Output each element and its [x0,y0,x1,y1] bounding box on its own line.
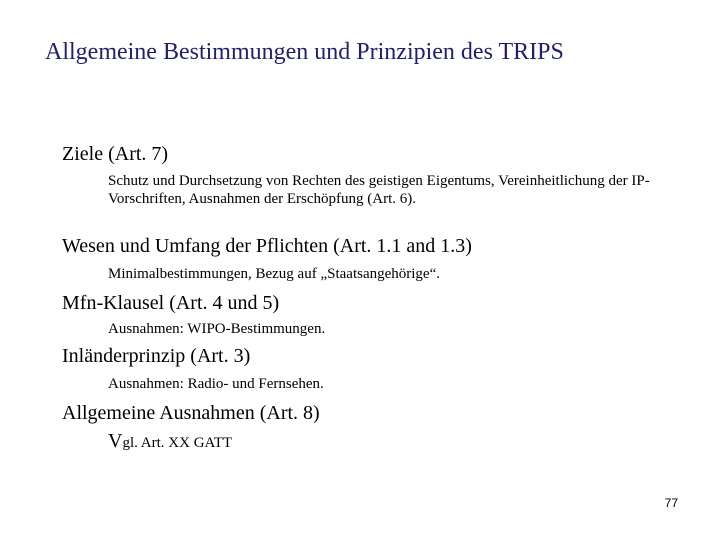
item-detail-lead: V [108,430,123,452]
item-heading-mfn: Mfn-Klausel (Art. 4 und 5) [62,292,280,314]
item-heading-ziele: Ziele (Art. 7) [62,143,169,165]
slide-title: Allgemeine Bestimmungen und Prinzipien des TRIPS [45,39,564,65]
page-number: 77 [664,496,678,510]
item-detail-ausnahmen [108,430,698,453]
item-detail-wesen: Minimalbestimmungen, Bezug auf „Staatsangehörige“. [108,266,440,282]
item-detail-inlaender: Ausnahmen: Radio- und Fernsehen. [108,376,324,392]
item-heading-inlaender: Inländerprinzip (Art. 3) [62,345,251,367]
item-detail-rest: gl. Art. XX GATT [122,435,233,451]
item-detail-ziele: Schutz und Durchsetzung von Rechten des geistigen Eigentums, Vereinheitlichung der IP-Vorschriften, Ausnahmen der Erschöpfung (Art. 6). [108,173,650,207]
item-detail-mfn: Ausnahmen: WIPO-Bestimmungen. [108,321,326,337]
item-heading-wesen: Wesen und Umfang der Pflichten (Art. 1.1 and 1.3) [62,235,472,257]
item-heading-ausnahmen: Allgemeine Ausnahmen (Art. 8) [62,402,320,424]
